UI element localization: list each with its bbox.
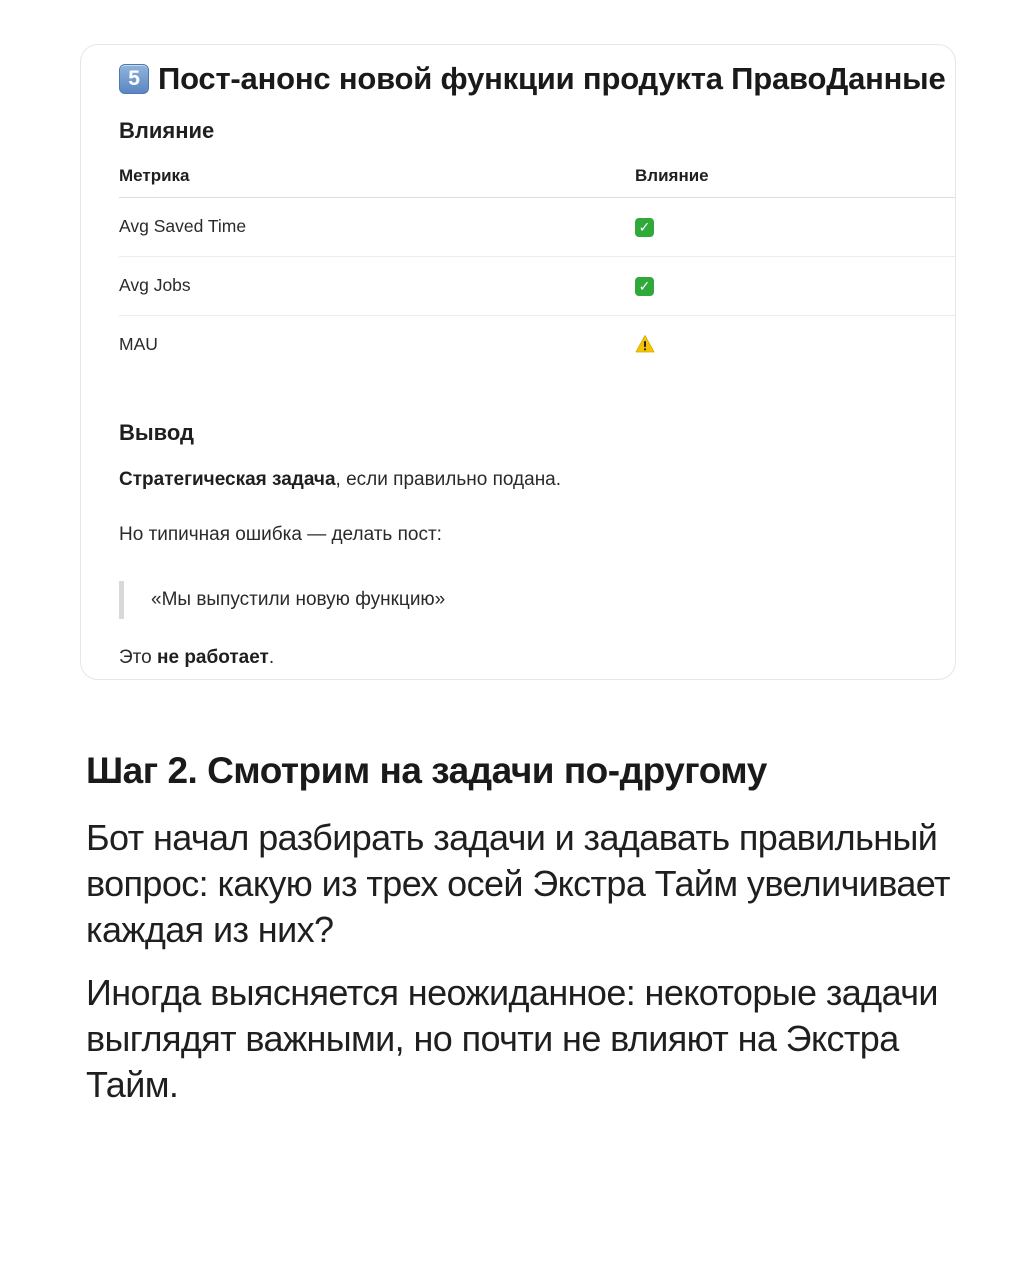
- final-prefix: Это: [119, 647, 157, 668]
- check-mark-button-icon: ✓: [635, 277, 654, 296]
- header-impact: Влияние: [635, 166, 709, 185]
- metric-cell: Avg Jobs: [119, 275, 191, 295]
- impact-heading: Влияние: [119, 118, 215, 143]
- final-suffix: .: [268, 647, 275, 668]
- conclusion-text: [119, 469, 561, 491]
- table-row: [119, 315, 955, 374]
- conclusion-rest: , если правильно подана.: [335, 469, 562, 490]
- impact-cell: [635, 275, 654, 296]
- blockquote: [119, 581, 445, 619]
- final-bold: не работает: [157, 647, 269, 668]
- keycap-digit-five-icon: 5: [119, 64, 149, 94]
- conclusion-heading: Вывод: [119, 420, 195, 445]
- conclusion-bold: Стратегическая задача: [119, 469, 336, 490]
- final-text: [119, 647, 274, 669]
- table-row: [119, 256, 955, 316]
- step-title: Шаг 2. Смотрим на задачи по-другому: [86, 750, 767, 791]
- step-paragraph-1: Бот начал разбирать задачи и задавать правильный вопрос: какую из трех осей Экстра Тайм увеличивает каждая из них?: [86, 817, 950, 950]
- step-paragraph-2: Иногда выясняется неожиданное: некоторые задачи выглядят важными, но почти не влияют на Экстра Тайм.: [86, 972, 938, 1105]
- impact-cell: [635, 216, 654, 237]
- header-metric: Метрика: [119, 166, 190, 185]
- mistake-text: Но типичная ошибка — делать пост:: [119, 524, 442, 545]
- warning-icon: [635, 334, 655, 354]
- table-row: [119, 197, 955, 257]
- card-title-text: Пост-анонс новой функции продукта ПравоДанные: [158, 61, 946, 96]
- check-mark-button-icon: ✓: [635, 218, 654, 237]
- metric-cell: Avg Saved Time: [119, 216, 247, 236]
- metric-cell: MAU: [119, 334, 158, 354]
- quote-text: «Мы выпустили новую функцию»: [151, 589, 446, 610]
- impact-cell: [635, 334, 655, 359]
- post-card: [80, 44, 956, 680]
- card-title: [119, 53, 946, 105]
- table-header: [119, 161, 955, 198]
